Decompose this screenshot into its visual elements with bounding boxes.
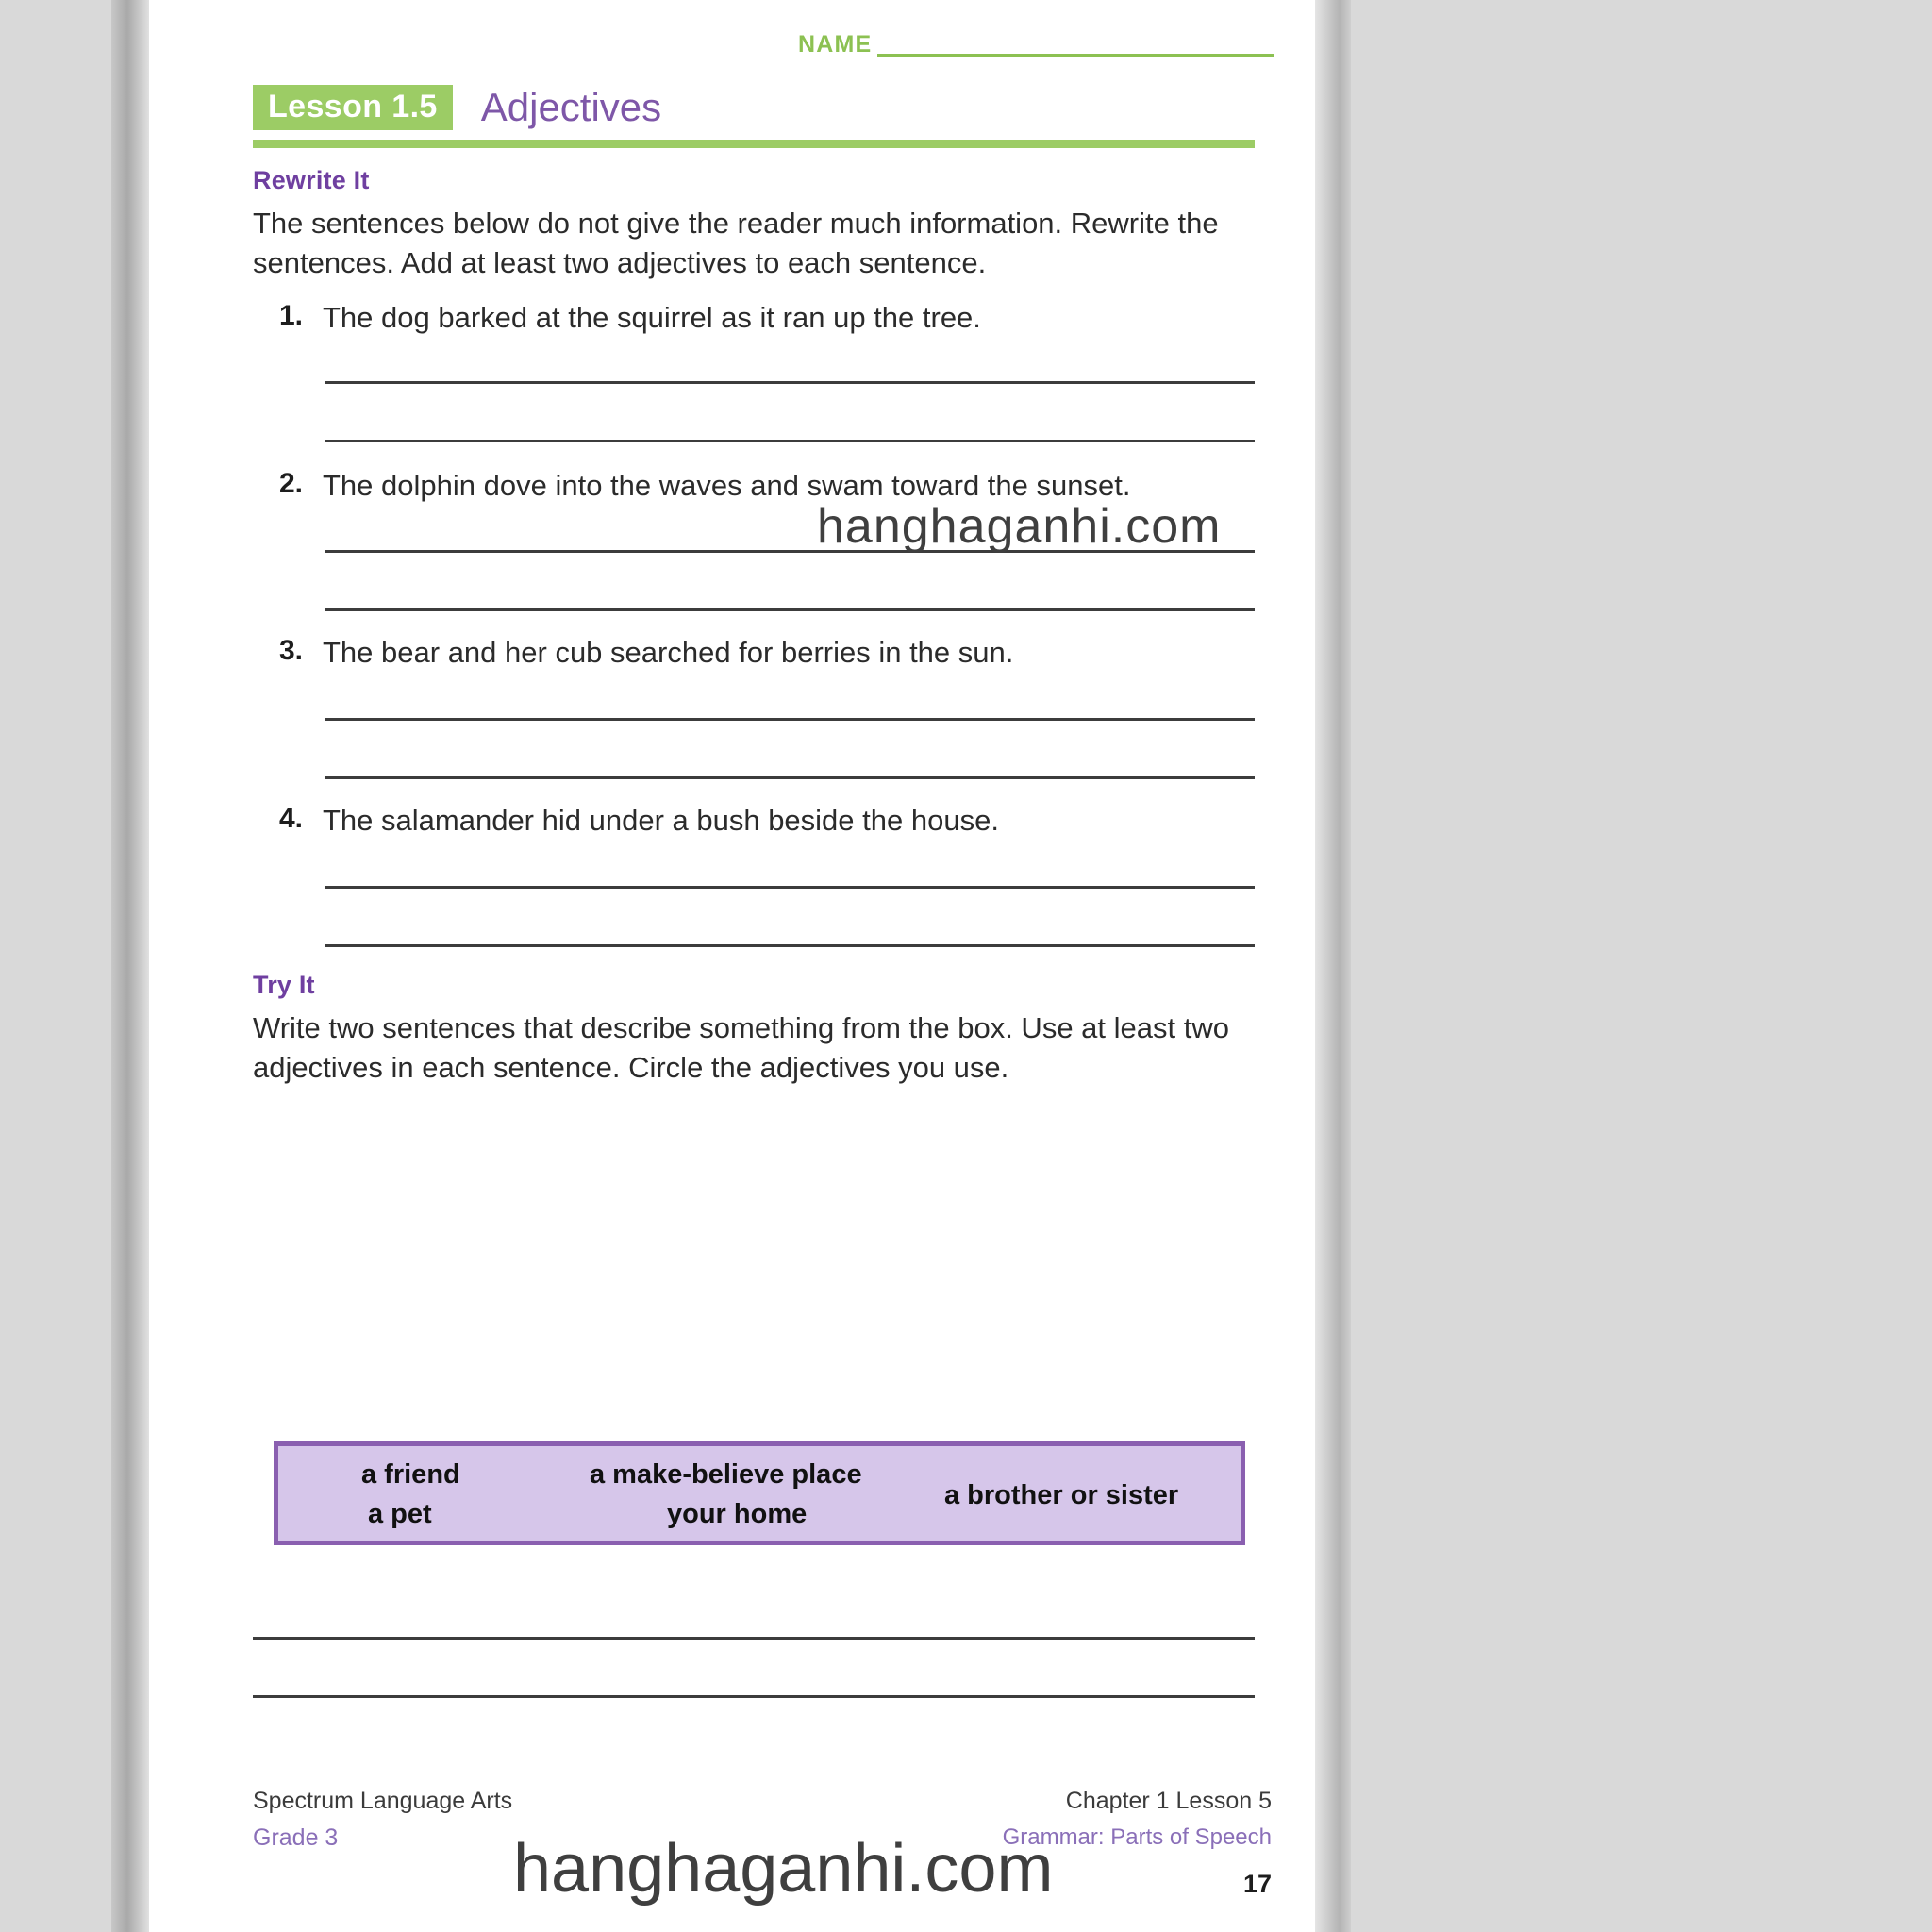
list-item: [279, 635, 1281, 670]
word-bank-item: a pet: [368, 1499, 432, 1529]
word-bank-item: your home: [667, 1499, 808, 1529]
footer-book-title: Spectrum Language Arts: [253, 1788, 513, 1814]
name-field-row[interactable]: [798, 19, 1274, 60]
list-item: [279, 300, 1281, 335]
watermark-middle: hanghaganhi.com: [817, 499, 1222, 554]
word-bank-item: a make-believe place: [590, 1459, 862, 1490]
footer-grade: Grade 3: [253, 1824, 339, 1851]
answer-write-line[interactable]: [325, 440, 1255, 442]
word-bank-item: a friend: [361, 1459, 460, 1490]
answer-write-line[interactable]: [325, 944, 1255, 947]
try-instructions: Write two sentences that describe something from the box. Use at least two adjectives in each sentence. Circle the adjectives you use.: [253, 1011, 1229, 1084]
item-number: 2.: [279, 468, 304, 499]
answer-write-line[interactable]: [325, 608, 1255, 611]
rewrite-instructions: The sentences below do not give the reader much information. Rewrite the sentences. Add at least two adjectives to each sentence.: [253, 207, 1219, 279]
name-write-line[interactable]: [877, 54, 1274, 57]
answer-write-line[interactable]: [325, 886, 1255, 889]
footer-chapter-lesson: Chapter 1 Lesson 5: [1065, 1788, 1272, 1814]
answer-write-line[interactable]: [325, 776, 1255, 779]
word-bank-item: a brother or sister: [944, 1480, 1179, 1510]
section-heading-rewrite-it: Rewrite It: [253, 166, 370, 194]
item-number: 1.: [279, 300, 304, 331]
answer-write-line[interactable]: [253, 1695, 1255, 1698]
list-item: [279, 803, 1281, 838]
answer-write-line[interactable]: [325, 718, 1255, 721]
header-divider: [253, 140, 1255, 148]
item-number: 3.: [279, 635, 304, 666]
page-content: [253, 0, 1274, 1932]
item-sentence: The bear and her cub searched for berries in the sun.: [323, 636, 1014, 669]
book-gutter-right: [1313, 0, 1351, 1932]
name-label: NAME: [798, 31, 873, 58]
page-title: Adjectives: [480, 85, 662, 129]
item-sentence: The dolphin dove into the waves and swam toward the sunset.: [323, 469, 1131, 502]
item-number: 4.: [279, 803, 304, 834]
page-number: 17: [1242, 1870, 1272, 1898]
answer-write-line[interactable]: [253, 1637, 1255, 1640]
lesson-header: [253, 79, 1274, 136]
word-bank-box: [274, 1441, 1245, 1545]
item-sentence: The salamander hid under a bush beside the house.: [323, 804, 999, 837]
answer-write-line[interactable]: [325, 381, 1255, 384]
worksheet-page: [149, 0, 1315, 1932]
book-gutter-left: [111, 0, 151, 1932]
section-heading-try-it: Try It: [253, 971, 315, 999]
lesson-number-tag: Lesson 1.5: [253, 85, 453, 130]
footer-topic: Grammar: Parts of Speech: [1002, 1824, 1272, 1850]
item-sentence: The dog barked at the squirrel as it ran up the tree.: [323, 301, 981, 334]
watermark-bottom: hanghaganhi.com: [513, 1831, 1054, 1907]
